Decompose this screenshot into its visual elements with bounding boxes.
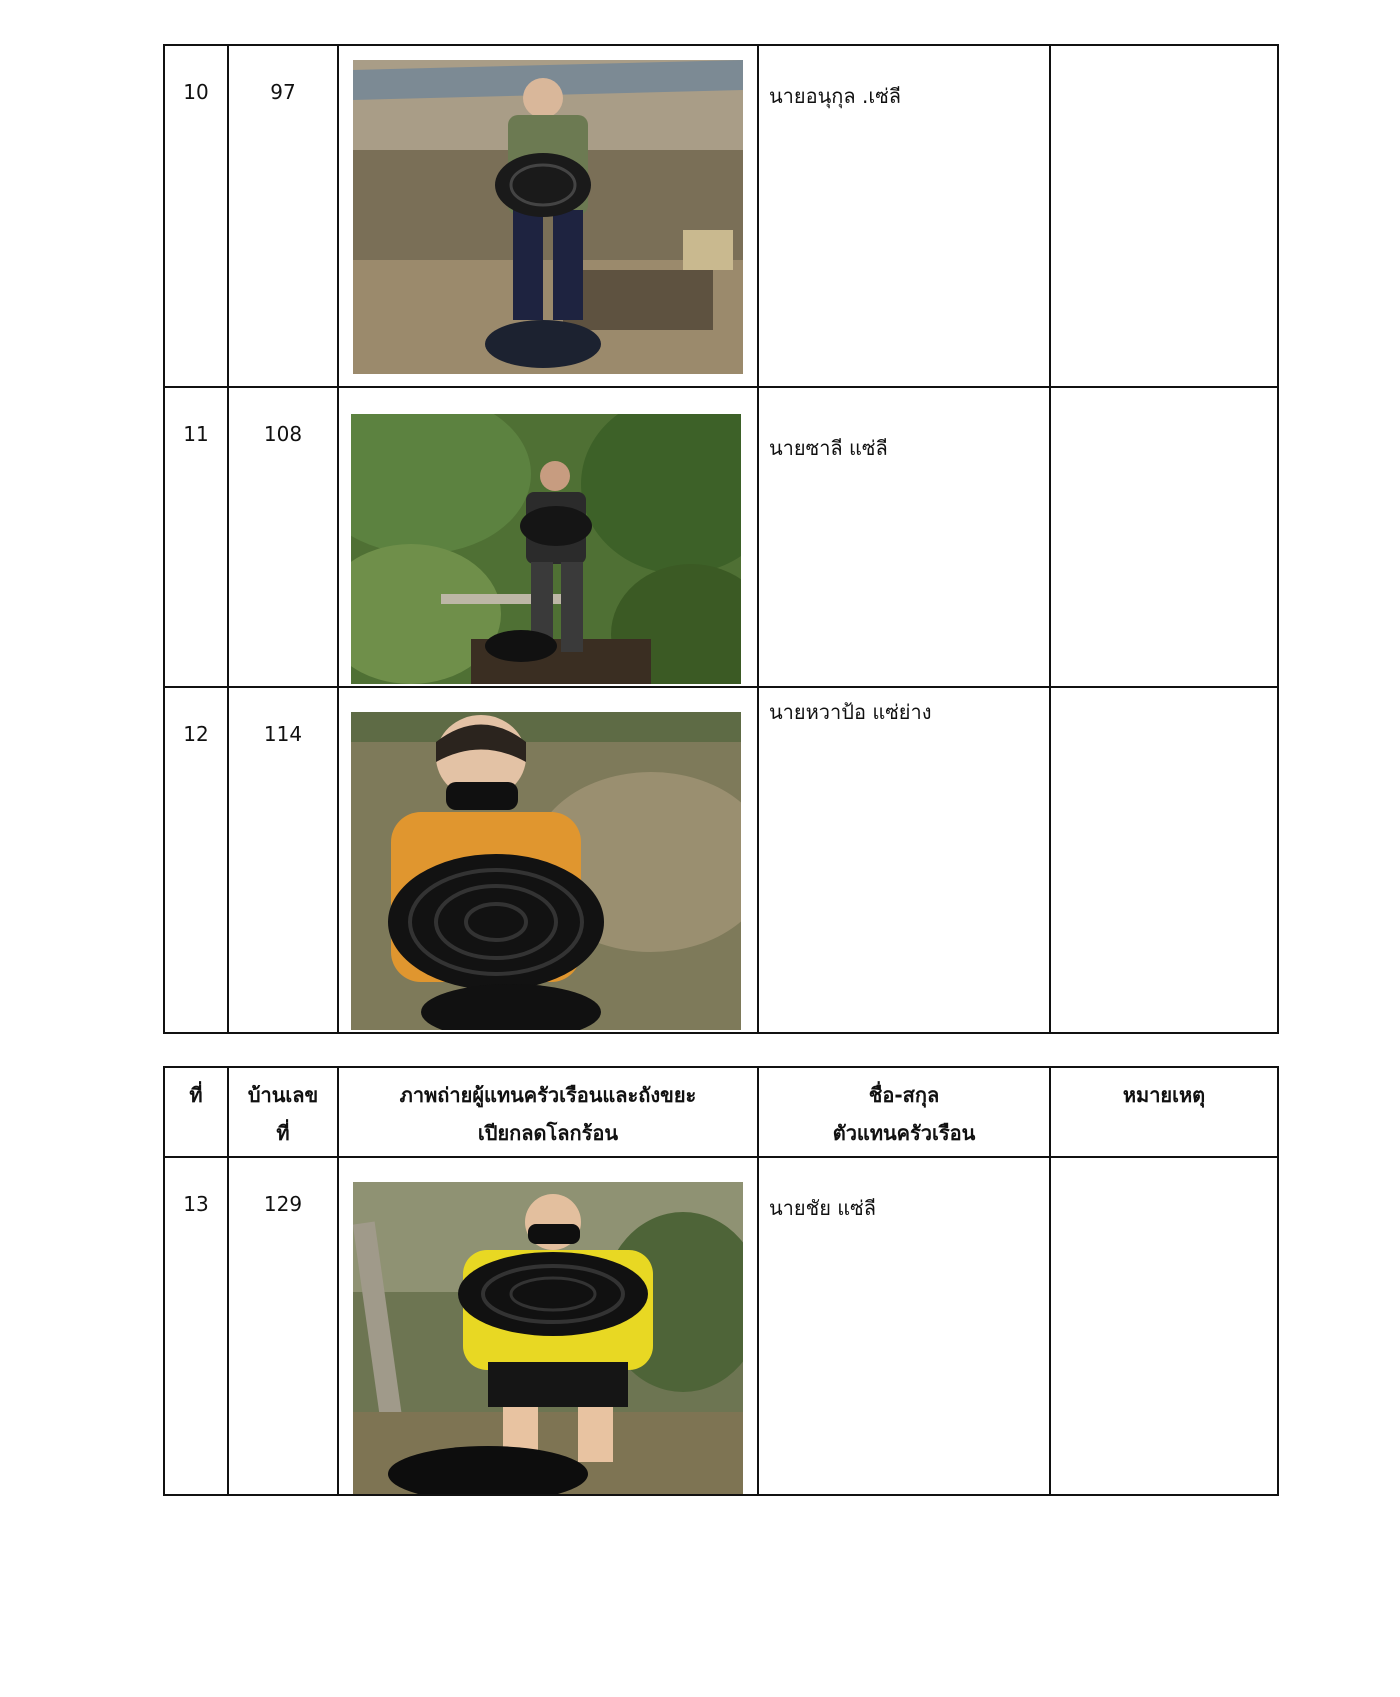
column-header-house-number — [228, 1067, 338, 1157]
house-number: 108 — [228, 387, 338, 687]
note-cell — [1050, 387, 1278, 687]
house-number: 114 — [228, 687, 338, 1033]
photo-cell — [338, 45, 758, 387]
column-header-photo — [338, 1067, 758, 1157]
header-photo-line-1: ภาพถ่ายผู้แทนครัวเรือนและถังขยะ — [399, 1083, 697, 1107]
header-house-line-1: บ้านเลข — [247, 1083, 319, 1107]
column-header-name — [758, 1067, 1050, 1157]
note-cell — [1050, 1157, 1278, 1495]
table-header-row — [164, 1067, 1278, 1157]
household-photo — [351, 712, 741, 1030]
header-house-line-2: ที่ — [276, 1121, 290, 1145]
row-number: 13 — [164, 1157, 228, 1495]
note-cell — [1050, 45, 1278, 387]
table-row — [164, 1157, 1278, 1495]
photo-cell — [338, 1157, 758, 1495]
representative-name: นายชัย แซ่ลี — [758, 1157, 1050, 1495]
row-number: 11 — [164, 387, 228, 687]
households-table — [163, 1066, 1279, 1496]
photo-cell — [338, 687, 758, 1033]
representative-name: นายหวาป้อ แซ่ย่าง — [758, 687, 1050, 1033]
header-photo-line-2: เปียกลดโลกร้อน — [477, 1121, 619, 1145]
house-number: 129 — [228, 1157, 338, 1495]
column-header-no: ที่ — [164, 1067, 228, 1157]
header-name-line-1: ชื่อ-สกุล — [868, 1083, 940, 1107]
column-header-note: หมายเหตุ — [1050, 1067, 1278, 1157]
photo-cell — [338, 387, 758, 687]
household-photo — [351, 414, 741, 684]
note-cell — [1050, 687, 1278, 1033]
table-row — [164, 45, 1278, 387]
household-photo — [353, 1182, 743, 1494]
table-row — [164, 387, 1278, 687]
header-name-line-2: ตัวแทนครัวเรือน — [832, 1121, 976, 1145]
table-row — [164, 687, 1278, 1033]
representative-name: นายอนุกุล .เซ่ลี — [758, 45, 1050, 387]
row-number: 10 — [164, 45, 228, 387]
row-number: 12 — [164, 687, 228, 1033]
house-number: 97 — [228, 45, 338, 387]
representative-name: นายซาลี แซ่ลี — [758, 387, 1050, 687]
households-table-continued — [163, 44, 1279, 1034]
household-photo — [353, 60, 743, 374]
